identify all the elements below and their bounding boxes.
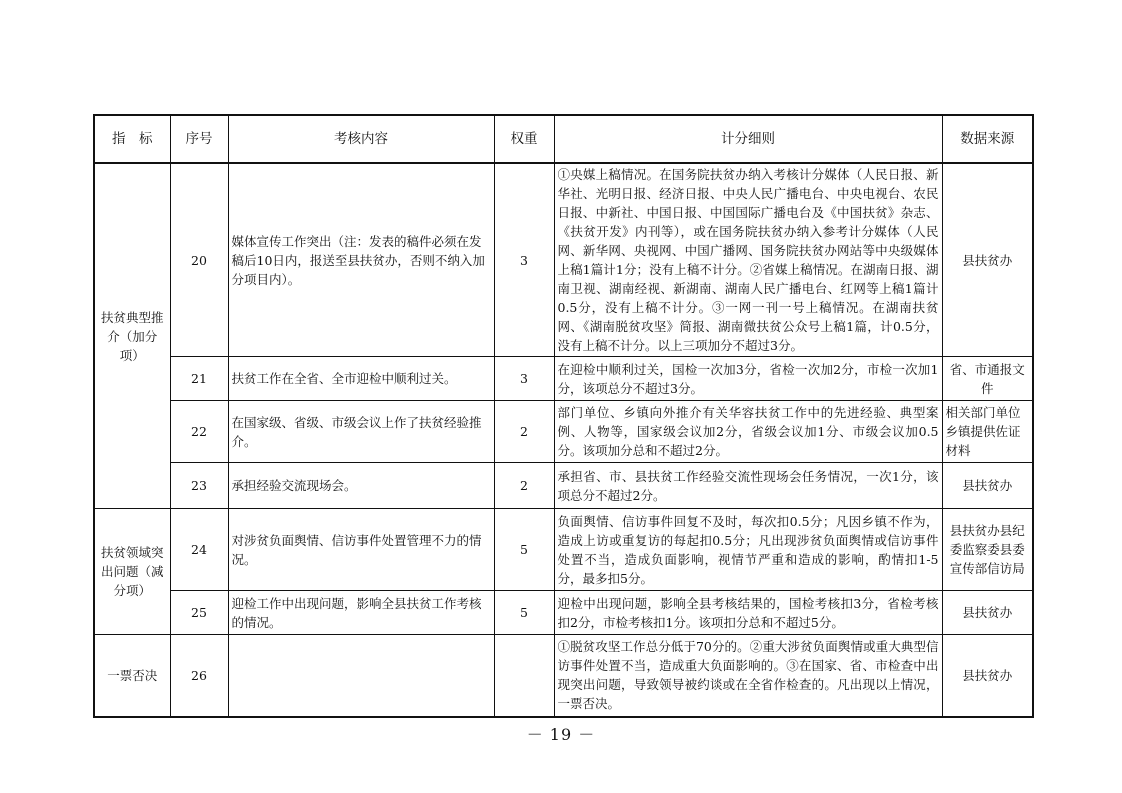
header-scoring: 计分细则 bbox=[554, 115, 942, 163]
row-seq: 21 bbox=[170, 357, 228, 401]
row-source: 县扶贫办县纪委监察委县委宣传部信访局 bbox=[942, 509, 1033, 591]
row-scoring: 迎检中出现问题，影响全县考核结果的，国检考核扣3分，省检考核扣2分，市检考核扣1分。该项扣分总和不超过5分。 bbox=[554, 591, 942, 635]
row-content: 迎检工作中出现问题，影响全县扶贫工作考核的情况。 bbox=[228, 591, 494, 635]
row-content bbox=[228, 635, 494, 717]
row-weight bbox=[494, 635, 554, 717]
row-weight: 5 bbox=[494, 591, 554, 635]
category-veto: 一票否决 bbox=[94, 635, 170, 717]
row-weight: 5 bbox=[494, 509, 554, 591]
assessment-table bbox=[93, 114, 1034, 718]
category-minus bbox=[94, 509, 170, 635]
row-source: 相关部门单位乡镇提供佐证材料 bbox=[942, 401, 1033, 463]
header-row bbox=[94, 115, 1033, 163]
row-weight: 2 bbox=[494, 401, 554, 463]
table-row bbox=[94, 401, 1033, 463]
row-scoring: ①央媒上稿情况。在国务院扶贫办纳入考核计分媒体（人民日报、新华社、光明日报、经济日报、中央人民广播电台、中央电视台、农民日报、中新社、中国日报、中国国际广播电台及《中国扶贫》杂志、《扶贫开发》内刊等），或在国务院扶贫办纳入参考计分媒体（人民网、新华网、央视网、中国广播网、国务院扶贫办网站等中央级媒体上稿1篇计1分；没有上稿不计分。②省媒上稿情况。在湖南日报、湖南卫视、湖南经视、新湖南、湖南人民广播电台、红网等上稿1篇计0.5分，没有上稿不计分。③一网一刊一号上稿情况。在湖南扶贫网、《湖南脱贫攻坚》简报、湖南微扶贫公众号上稿1篇，计0.5分，没有上稿不计分。以上三项加分不超过3分。 bbox=[554, 163, 942, 357]
row-scoring: ①脱贫攻坚工作总分低于70分的。②重大涉贫负面舆情或重大典型信访事件处置不当，造成重大负面影响的。③在国家、省、市检查中出现突出问题，导致领导被约谈或在全省作检查的。凡出现以上情况，一票否决。 bbox=[554, 635, 942, 717]
header-source: 数据来源 bbox=[942, 115, 1033, 163]
row-scoring: 负面舆情、信访事件回复不及时，每次扣0.5分；凡因乡镇不作为，造成上访或重复访的每起扣0.5分；凡出现涉贫负面舆情或信访事件处置不当，造成负面影响，视情节严重和造成的影响，酌情扣1-5分，最多扣5分。 bbox=[554, 509, 942, 591]
row-source: 县扶贫办 bbox=[942, 635, 1033, 717]
row-weight: 3 bbox=[494, 163, 554, 357]
row-seq: 26 bbox=[170, 635, 228, 717]
table-row bbox=[94, 163, 1033, 357]
row-scoring: 部门单位、乡镇向外推介有关华容扶贫工作中的先进经验、典型案例、人物等，国家级会议加2分，省级会议加1分、市级会议加0.5分。该项加分总和不超过2分。 bbox=[554, 401, 942, 463]
table-row bbox=[94, 357, 1033, 401]
header-indicator: 指 标 bbox=[94, 115, 170, 163]
category-plus bbox=[94, 163, 170, 509]
row-content: 承担经验交流现场会。 bbox=[228, 463, 494, 509]
row-weight: 2 bbox=[494, 463, 554, 509]
row-source: 县扶贫办 bbox=[942, 463, 1033, 509]
table-row bbox=[94, 591, 1033, 635]
row-content: 扶贫工作在全省、全市迎检中顺利过关。 bbox=[228, 357, 494, 401]
row-source: 省、市通报文件 bbox=[942, 357, 1033, 401]
row-seq: 24 bbox=[170, 509, 228, 591]
header-seq: 序号 bbox=[170, 115, 228, 163]
header-weight: 权重 bbox=[494, 115, 554, 163]
row-scoring: 在迎检中顺利过关，国检一次加3分，省检一次加2分，市检一次加1分，该项总分不超过3分。 bbox=[554, 357, 942, 401]
category-minus-label: 扶贫领域突出问题（减分项） bbox=[100, 545, 164, 598]
row-seq: 25 bbox=[170, 591, 228, 635]
table-row bbox=[94, 509, 1033, 591]
row-content: 在国家级、省级、市级会议上作了扶贫经验推介。 bbox=[228, 401, 494, 463]
row-seq: 23 bbox=[170, 463, 228, 509]
category-plus-label: 扶贫典型推介（加分项） bbox=[100, 309, 164, 363]
row-seq: 20 bbox=[170, 163, 228, 357]
table-row bbox=[94, 463, 1033, 509]
row-scoring: 承担省、市、县扶贫工作经验交流性现场会任务情况，一次1分，该项总分不超过2分。 bbox=[554, 463, 942, 509]
row-weight: 3 bbox=[494, 357, 554, 401]
row-content: 媒体宣传工作突出（注：发表的稿件必须在发稿后10日内，报送至县扶贫办，否则不纳入加分项目内）。 bbox=[228, 163, 494, 357]
row-source: 县扶贫办 bbox=[942, 163, 1033, 357]
header-content: 考核内容 bbox=[228, 115, 494, 163]
row-source: 县扶贫办 bbox=[942, 591, 1033, 635]
row-seq: 22 bbox=[170, 401, 228, 463]
table-row bbox=[94, 635, 1033, 717]
row-content: 对涉贫负面舆情、信访事件处置管理不力的情况。 bbox=[228, 509, 494, 591]
page-number: － 19 － bbox=[526, 725, 596, 744]
